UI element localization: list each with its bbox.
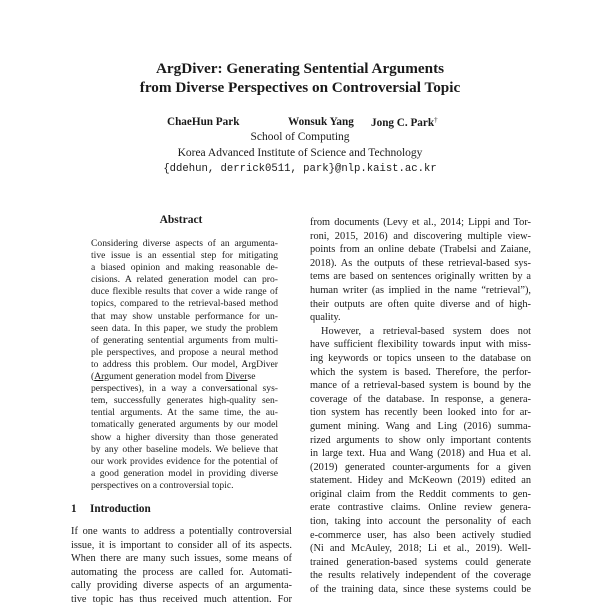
body-line: of the training data, since these systems could be xyxy=(310,584,531,596)
body-line: from documents (Levy et al., 2014; Lippi and Tor- xyxy=(310,217,531,228)
abstract-line: tive issue is an essential step for mitigating xyxy=(91,250,278,262)
paper-title-line-2: from Diverse Perspectives on Controversial Topic xyxy=(139,79,461,96)
body-line: human writer (as implied in the name “retrieval”), xyxy=(310,284,531,296)
body-line: the results relatively independent of the coverage xyxy=(310,570,531,582)
body-line: automating the process are called for. Automati- xyxy=(71,566,292,578)
abstract-line: perspectives), in a way a conversational sys- xyxy=(91,383,278,395)
paper-title-line-1: ArgDiver: Generating Sentential Arguments xyxy=(155,60,445,77)
body-line: roni, 2015, 2016) and discovering multiple view- xyxy=(310,230,531,242)
body-line: issue, it is important to consider all of its aspects. xyxy=(71,539,292,551)
abstract-line: a biased opinion and making reasonable de- xyxy=(91,262,278,274)
body-line: have sufficient flexibility towards input with miss- xyxy=(310,339,531,351)
author-3 xyxy=(371,116,438,129)
abstract-line: Considering diverse aspects of an argumenta- xyxy=(91,238,278,249)
abstract-line: seen data. In this paper, we study the problem xyxy=(91,322,278,334)
body-line: (Ni and McAuley, 2018; Li et al., 2019). Well- xyxy=(310,543,531,555)
abstract-line: topics, compared to the retrieval-based method xyxy=(91,298,278,310)
body-line: in large text. Hua and Wang (2018) and Hua et al. xyxy=(310,448,531,460)
model-name-diver: Diver xyxy=(225,371,248,383)
abstract-line: a good generation model in providing diverse xyxy=(91,467,278,479)
right-column-body xyxy=(310,216,531,597)
introduction-body xyxy=(71,525,292,607)
corresponding-author-mark: † xyxy=(434,116,438,124)
body-line: If one wants to address a potentially controversial xyxy=(71,526,292,537)
body-line: cally providing diverse aspects of an argumenta- xyxy=(71,580,292,592)
abstract-line: by any other baseline models. We believe that xyxy=(91,443,278,455)
abstract-heading: Abstract xyxy=(159,214,203,226)
body-line: points from an online debate (Trabelsi and Zaiane, xyxy=(310,244,531,256)
body-line: When there are many such issues, some means of xyxy=(71,553,292,565)
abstract-line: to address this problem. Our model, ArgDiver xyxy=(91,358,278,370)
body-line: tems are based on sentences originally written by a xyxy=(310,271,531,283)
affiliation-institute: Korea Advanced Institute of Science and Technology xyxy=(177,147,423,159)
body-line: mance of a retrieval-based system is bound by the xyxy=(310,380,531,392)
author-emails: {ddehun, derrick0511, park}@nlp.kaist.ac.kr xyxy=(163,163,437,175)
body-line: tion, taking into account the personality of each xyxy=(310,516,531,528)
abstract-line-model-name xyxy=(91,371,278,383)
abstract-line: tomatically generated arguments by our model xyxy=(91,419,278,431)
body-line: However, a retrieval-based system does not xyxy=(321,325,531,337)
body-line: tive topic has thus received much attention. For xyxy=(71,593,292,605)
abstract-line: of generating sentential arguments from multi- xyxy=(91,334,278,346)
body-line: which the system is based. Therefore, the perfor- xyxy=(310,366,531,378)
author-1: ChaeHun Park xyxy=(167,116,240,128)
abstract-line: show a higher diversity than those generated xyxy=(91,431,278,443)
abstract-line: duce flexible results that cover a wide range of xyxy=(91,286,278,298)
body-line: original claim from the Reddit comments to gen- xyxy=(310,488,531,500)
model-name-paren: ( xyxy=(91,371,95,383)
body-line: quality. xyxy=(310,312,341,324)
body-line: rized arguments to show only important contents xyxy=(310,434,531,446)
body-line: coverage of the database. In response, a genera- xyxy=(310,393,531,405)
abstract-line: tem, successfully generates high-quality sen- xyxy=(91,395,278,407)
body-line: trained generation-based systems could generate xyxy=(310,556,531,568)
body-line: (2019) generated counter-arguments for a given xyxy=(310,461,531,473)
model-name-arg: Arg xyxy=(94,371,109,383)
section-number: 1 xyxy=(71,503,77,515)
affiliation-dept: School of Computing xyxy=(250,131,350,143)
abstract-line: that may show unstable performance for un- xyxy=(91,310,278,322)
body-line: their outputs are often quite diverse and of high- xyxy=(310,298,531,310)
abstract-line: ple perspectives, and propose a neural method xyxy=(91,346,278,358)
body-line: e-commerce user, has also been actively studied xyxy=(310,529,531,541)
body-line: gument mining. Wang and Ling (2016) summa- xyxy=(310,420,531,432)
abstract-line: our work provides evidence for the potential of xyxy=(91,455,278,467)
abstract-line: cisions. A related generation model can pro- xyxy=(91,274,278,286)
abstract-body xyxy=(91,238,278,492)
model-name-mid: ument generation model from xyxy=(108,371,226,383)
body-line: tion system has recently been looked into for ar- xyxy=(310,407,531,419)
body-line: ing keywords or topics unseen to the database on xyxy=(310,352,531,364)
body-line: statement. Hidey and McKeown (2019) edited an xyxy=(310,475,531,487)
section-heading-introduction xyxy=(71,503,151,515)
body-line: 2018). As the outputs of these retrieval-based sys- xyxy=(310,257,531,269)
model-name-end: se xyxy=(247,371,256,383)
abstract-line: perspectives on a controversial topic. xyxy=(91,479,234,491)
body-line: erate contrastive claims. Online review genera- xyxy=(310,502,531,514)
author-3-name: Jong C. Park xyxy=(371,117,435,129)
author-2: Wonsuk Yang xyxy=(288,116,354,128)
section-title: Introduction xyxy=(90,503,151,515)
abstract-line: tential arguments. At the same time, the au- xyxy=(91,407,278,419)
